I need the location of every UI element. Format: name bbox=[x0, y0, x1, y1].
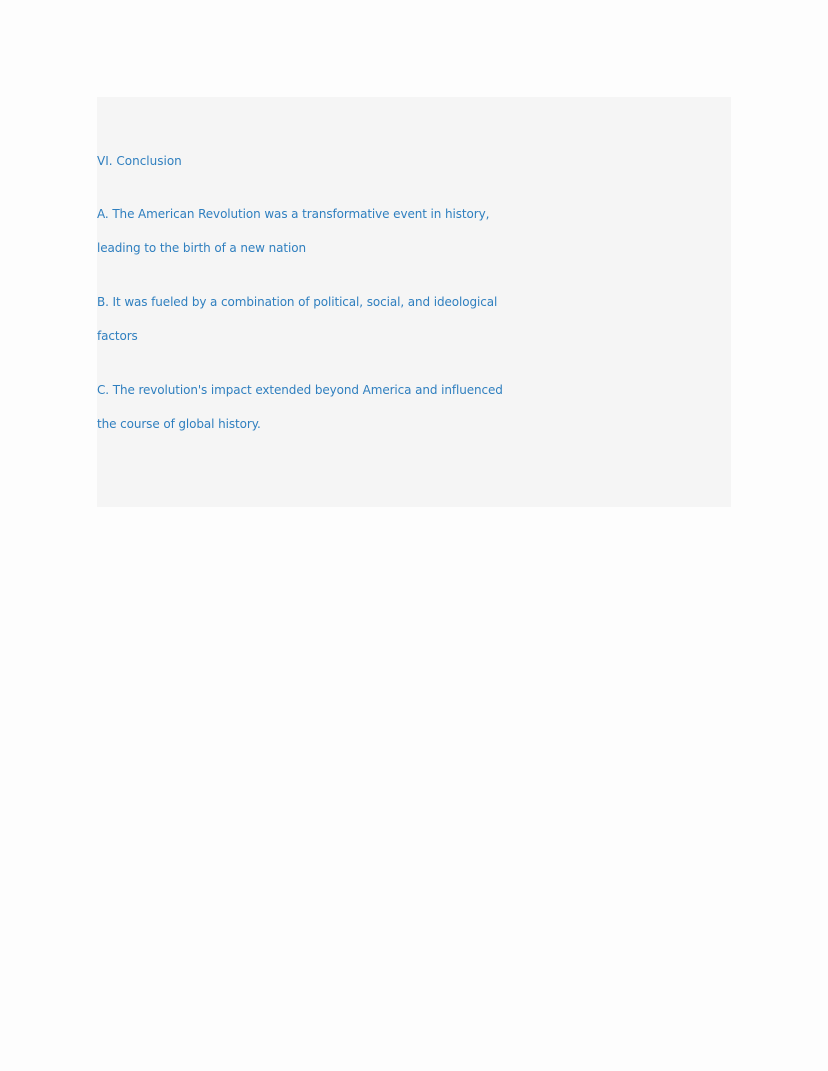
conclusion-point-c bbox=[97, 373, 731, 441]
point-c-line-1: C. The revolution's impact extended beyond America and influenced bbox=[97, 383, 503, 397]
point-b-line-1: B. It was fueled by a combination of political, social, and ideological bbox=[97, 295, 498, 309]
conclusion-text-box bbox=[97, 97, 731, 507]
point-c-line-2: the course of global history. bbox=[97, 417, 261, 431]
point-a-line-2: leading to the birth of a new nation bbox=[97, 241, 306, 255]
conclusion-point-b bbox=[97, 285, 731, 353]
conclusion-point-a bbox=[97, 197, 731, 265]
point-b-line-2: factors bbox=[97, 329, 138, 343]
section-heading: VI. Conclusion bbox=[97, 154, 182, 168]
point-a-line-1: A. The American Revolution was a transformative event in history, bbox=[97, 207, 490, 221]
conclusion-content bbox=[97, 147, 731, 441]
